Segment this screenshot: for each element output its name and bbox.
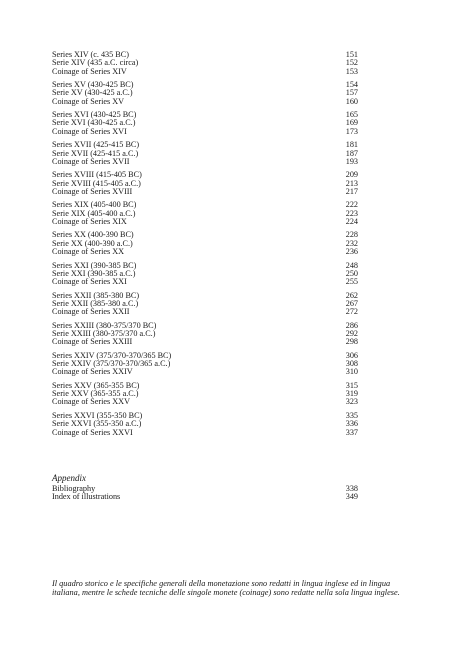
toc-entry-title: Serie XXIII (380-375/370 a.C.)	[52, 329, 156, 338]
toc-group	[52, 292, 358, 317]
toc-entry-title: Series XXIII (380-375/370 BC)	[52, 320, 157, 330]
toc-entry	[52, 248, 358, 256]
toc-entry-title: Coinage of Series XV	[52, 96, 125, 106]
toc-entry-page: 338	[345, 483, 358, 493]
toc-entry-page: 323	[345, 397, 358, 407]
toc-group	[52, 352, 358, 377]
toc-entry-page: 292	[345, 329, 358, 338]
toc-entry-title: Serie XIX (405-400 a.C.)	[52, 208, 136, 218]
toc-entry	[52, 278, 358, 286]
toc-entry-page: 232	[345, 238, 358, 248]
toc-entry-title: Coinage of Series XXIII	[52, 337, 133, 347]
toc-entry-title: Serie XX (400-390 a.C.)	[52, 238, 133, 248]
toc-entry-title: Bibliography	[52, 483, 96, 493]
toc-entry-title: Coinage of Series XXIV	[52, 367, 133, 377]
toc-entry-page: 160	[345, 96, 358, 106]
toc-entry-page: 165	[345, 110, 358, 120]
toc-group	[52, 262, 358, 287]
toc-entry-page: 310	[345, 367, 358, 377]
toc-entry-page: 248	[345, 260, 358, 270]
toc-entry-page: 335	[345, 410, 358, 420]
toc-entry	[52, 98, 358, 106]
toc-entry-title: Serie XXIV (375/370-370/365 a.C.)	[52, 359, 171, 369]
toc-entry-page: 169	[345, 118, 358, 128]
toc-entry-title: Serie XVI (430-425 a.C.)	[52, 118, 136, 128]
appendix-heading: Appendix	[52, 473, 86, 483]
toc-entry-page: 336	[345, 419, 358, 429]
toc-entry-page: 262	[345, 290, 358, 300]
toc-entry-title: Coinage of Series XX	[52, 247, 125, 257]
toc-entry-page: 222	[345, 200, 358, 210]
toc-group	[52, 231, 358, 256]
toc-entry	[52, 338, 358, 346]
toc-entry-page: 349	[345, 492, 358, 502]
toc-entry-page: 267	[345, 298, 358, 308]
toc-entry-page: 236	[345, 247, 358, 257]
toc-entry-title: Index of illustrations	[52, 492, 121, 502]
toc-entry	[52, 158, 358, 166]
toc-entry-page: 308	[345, 359, 358, 369]
toc-entry-title: Series XXIV (375/370-370/365 BC)	[52, 350, 172, 360]
toc-entry-title: Series XVI (430-425 BC)	[52, 110, 137, 120]
toc-entry-title: Coinage of Series XIX	[52, 216, 127, 226]
toc-group	[52, 171, 358, 196]
toc-entry-page: 272	[345, 307, 358, 317]
toc-entry	[52, 398, 358, 406]
toc-entry-title: Series XIX (405-400 BC)	[52, 200, 137, 210]
toc-entry-page: 193	[345, 156, 358, 166]
toc-entry-title: Serie XVIII (415-405 a.C.)	[52, 178, 141, 188]
toc-group	[52, 141, 358, 166]
toc-entry-title: Series XXV (365-355 BC)	[52, 380, 140, 390]
toc-entry	[52, 368, 358, 376]
toc-entry-page: 152	[345, 58, 358, 68]
toc-entry-title: Serie XIV (435 a.C. circa)	[52, 58, 139, 68]
toc-entry-page: 298	[345, 337, 358, 347]
toc-entry-title: Series XVII (425-415 BC)	[52, 140, 140, 150]
toc-entry-title: Serie XV (430-425 a.C.)	[52, 88, 133, 98]
toc-entry-title: Coinage of Series XXII	[52, 307, 130, 317]
toc-entry	[52, 128, 358, 136]
toc-entry-title: Series XXI (390-385 BC)	[52, 260, 137, 270]
toc-entry-page: 217	[345, 186, 358, 196]
toc-entry-page: 250	[345, 268, 358, 278]
toc-group	[52, 322, 358, 347]
toc-entry-page: 181	[345, 140, 358, 150]
toc-entry-page: 209	[345, 170, 358, 180]
toc-entry-title: Series XV (430-425 BC)	[52, 80, 134, 90]
toc-entry-title: Series XXVI (355-350 BC)	[52, 410, 143, 420]
toc-entry	[52, 308, 358, 316]
toc-group	[52, 412, 358, 437]
toc-entry-page: 286	[345, 320, 358, 330]
toc-entry-page: 153	[345, 66, 358, 76]
toc-entry-title: Series XX (400-390 BC)	[52, 230, 134, 240]
toc-entry-page: 223	[345, 208, 358, 218]
toc-entry-title: Serie XXV (365-355 a.C.)	[52, 389, 139, 399]
toc-entry-page: 224	[345, 216, 358, 226]
toc-entry-title: Coinage of Series XVIII	[52, 186, 133, 196]
toc-entry	[52, 493, 358, 502]
toc-entry	[52, 188, 358, 196]
toc-entry-title: Coinage of Series XXVI	[52, 427, 133, 437]
toc-group	[52, 111, 358, 136]
toc-entry-page: 337	[345, 427, 358, 437]
toc-entry	[52, 429, 358, 437]
toc-entry-page: 157	[345, 88, 358, 98]
toc-entry-page: 173	[345, 126, 358, 136]
toc-entry-page: 187	[345, 148, 358, 158]
toc-entry-title: Series XIV (c. 435 BC)	[52, 50, 129, 59]
toc-entry	[52, 218, 358, 226]
toc-entry-title: Coinage of Series XXV	[52, 397, 130, 407]
appendix-list	[52, 485, 358, 502]
toc-entry-page: 228	[345, 230, 358, 240]
toc-entry-page: 315	[345, 380, 358, 390]
toc-entry-title: Series XVIII (415-405 BC)	[52, 170, 142, 180]
language-note: Il quadro storico e le specifiche generali della monetazione sono redatti in lingua inglese ed in lingua italiana, mentre le schede tecniche delle singole monete (coinage) sono redatte nella sola lingua inglese.	[52, 579, 400, 598]
toc-entry-page: 255	[345, 277, 358, 287]
toc-entry-page: 151	[345, 50, 358, 59]
toc-entry-title: Coinage of Series XVI	[52, 126, 127, 136]
toc-entry-page: 306	[345, 350, 358, 360]
toc-entry-page: 213	[345, 178, 358, 188]
toc-entry-title: Coinage of Series XXI	[52, 277, 127, 287]
toc-group	[52, 51, 358, 76]
toc-entry-title: Serie XVII (425-415 a.C.)	[52, 148, 139, 158]
toc-group	[52, 81, 358, 106]
toc-group	[52, 201, 358, 226]
toc-group	[52, 382, 358, 407]
toc-entry-title: Serie XXII (385-380 a.C.)	[52, 298, 139, 308]
toc-entry-title: Coinage of Series XIV	[52, 66, 127, 76]
toc-entry-title: Serie XXI (390-385 a.C.)	[52, 268, 136, 278]
toc-entry-title: Serie XXVI (355-350 a.C.)	[52, 419, 142, 429]
table-of-contents	[52, 51, 358, 442]
appendix-section	[52, 474, 358, 502]
toc-entry-title: Coinage of Series XVII	[52, 156, 130, 166]
toc-entry-page: 319	[345, 389, 358, 399]
toc-entry	[52, 68, 358, 76]
toc-entry-page: 154	[345, 80, 358, 90]
toc-entry-title: Series XXII (385-380 BC)	[52, 290, 140, 300]
